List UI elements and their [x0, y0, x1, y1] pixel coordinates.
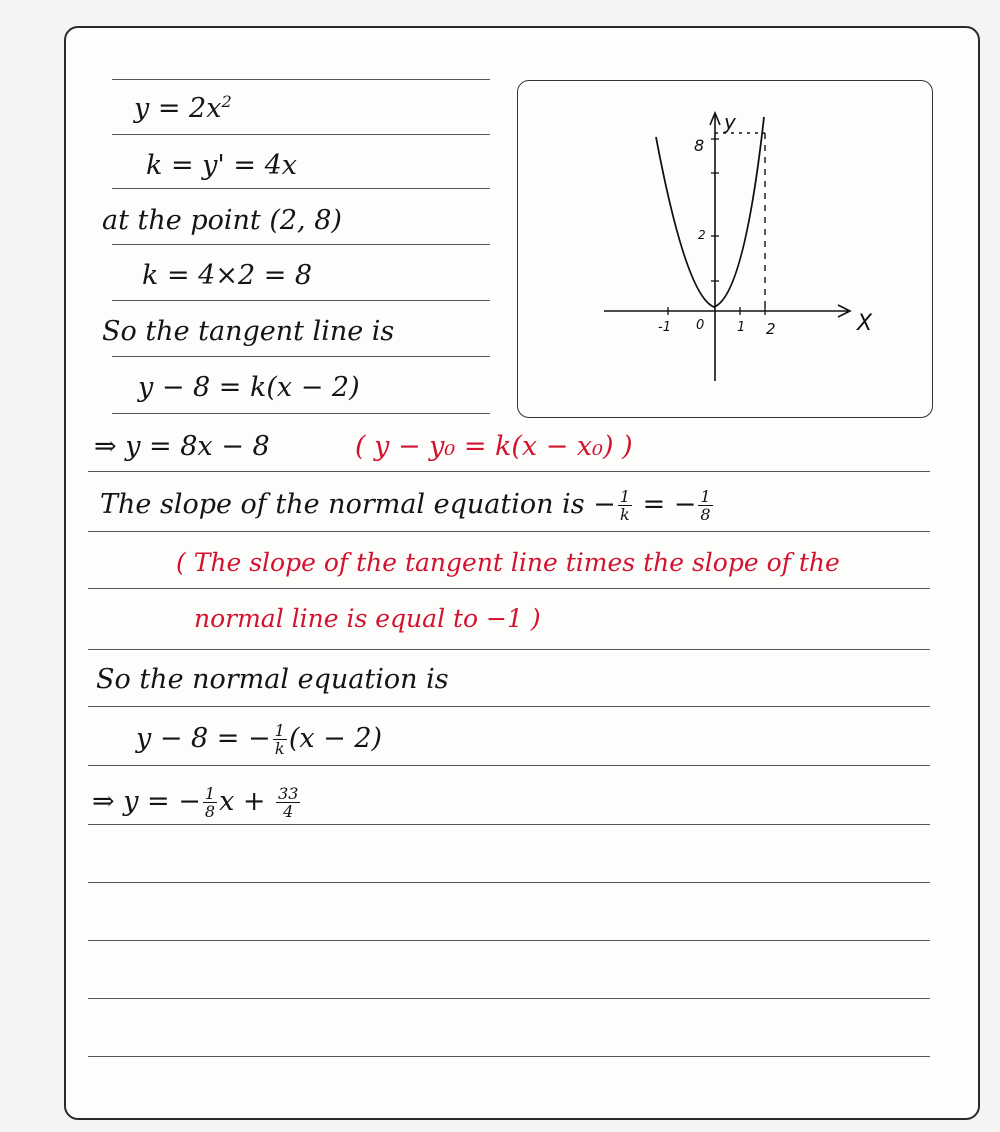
- fraction-1-over-8: $\frac{1}{8}$: [700, 487, 711, 524]
- ruled-line: [112, 79, 490, 80]
- tangent-intro-line: So the tangent line is: [102, 316, 395, 347]
- slope-value-line: k = 4×2 = 8: [142, 260, 313, 291]
- y-tick-label: 8: [694, 136, 705, 155]
- ruled-line: [112, 244, 490, 245]
- normal-slope-text: The slope of the normal equation is −: [100, 489, 616, 520]
- ruled-line: [112, 413, 490, 414]
- parabola-graph: [517, 80, 933, 418]
- x-tick-label: 0: [696, 318, 705, 333]
- ruled-line: [88, 765, 930, 766]
- ruled-line: [112, 188, 490, 189]
- normal-point-slope-line: [136, 722, 382, 757]
- ruled-line: [112, 300, 490, 301]
- x-axis-label: X: [857, 311, 873, 336]
- red-note-line-2: normal line is equal to −1 ): [194, 604, 541, 633]
- red-note-line-1: ( The slope of the tangent line times the slope of the: [176, 548, 840, 577]
- fraction-1-over-k: $\frac{1}{k}$: [274, 721, 285, 758]
- x-tick-label: 2: [766, 320, 776, 338]
- curve-equation: y = 2x: [134, 93, 222, 124]
- ruled-line: [88, 998, 930, 999]
- point-slope-formula-note: ( y − y₀ = k(x − x₀) ): [355, 431, 633, 462]
- tangent-result-line: ⇒ y = 8x − 8: [94, 431, 270, 462]
- ruled-line: [88, 531, 930, 532]
- ruled-line: [88, 882, 930, 883]
- normal-result-lhs: ⇒ y = −: [92, 786, 201, 817]
- equation-line-2: k = y' = 4x: [146, 150, 298, 181]
- ruled-line: [88, 471, 930, 472]
- x-tick-label: 1: [737, 320, 746, 335]
- normal-result-mid: x +: [219, 786, 275, 817]
- graph-svg: [518, 81, 932, 417]
- x-tick-label: -1: [658, 320, 671, 335]
- ruled-line: [112, 134, 490, 135]
- ruled-line: [88, 824, 930, 825]
- normal-intro-line: So the normal equation is: [96, 664, 449, 695]
- tangent-point-slope-line: y − 8 = k(x − 2): [138, 372, 360, 403]
- fraction-1-over-k: $\frac{1}{k}$: [619, 487, 630, 524]
- normal-lhs: y − 8 = −: [136, 723, 271, 754]
- parabola-curve: [656, 117, 764, 307]
- equation-line-1: [134, 92, 232, 124]
- ruled-line: [88, 706, 930, 707]
- ruled-line: [88, 588, 930, 589]
- ruled-line: [112, 356, 490, 357]
- ruled-line: [88, 940, 930, 941]
- y-tick-label: 2: [698, 228, 706, 242]
- fraction-33-over-4: $\frac{33}{4}$: [278, 784, 299, 821]
- normal-slope-line: [100, 488, 715, 523]
- exponent: 2: [221, 92, 232, 111]
- ruled-line: [88, 1056, 930, 1057]
- normal-result-line: [92, 785, 302, 820]
- ruled-line: [88, 649, 930, 650]
- equals-sign: = −: [634, 489, 697, 520]
- point-line: at the point (2, 8): [102, 205, 342, 236]
- fraction-1-over-8: $\frac{1}{8}$: [204, 784, 216, 821]
- normal-tail: (x − 2): [288, 723, 383, 754]
- y-axis-label: y: [724, 110, 736, 134]
